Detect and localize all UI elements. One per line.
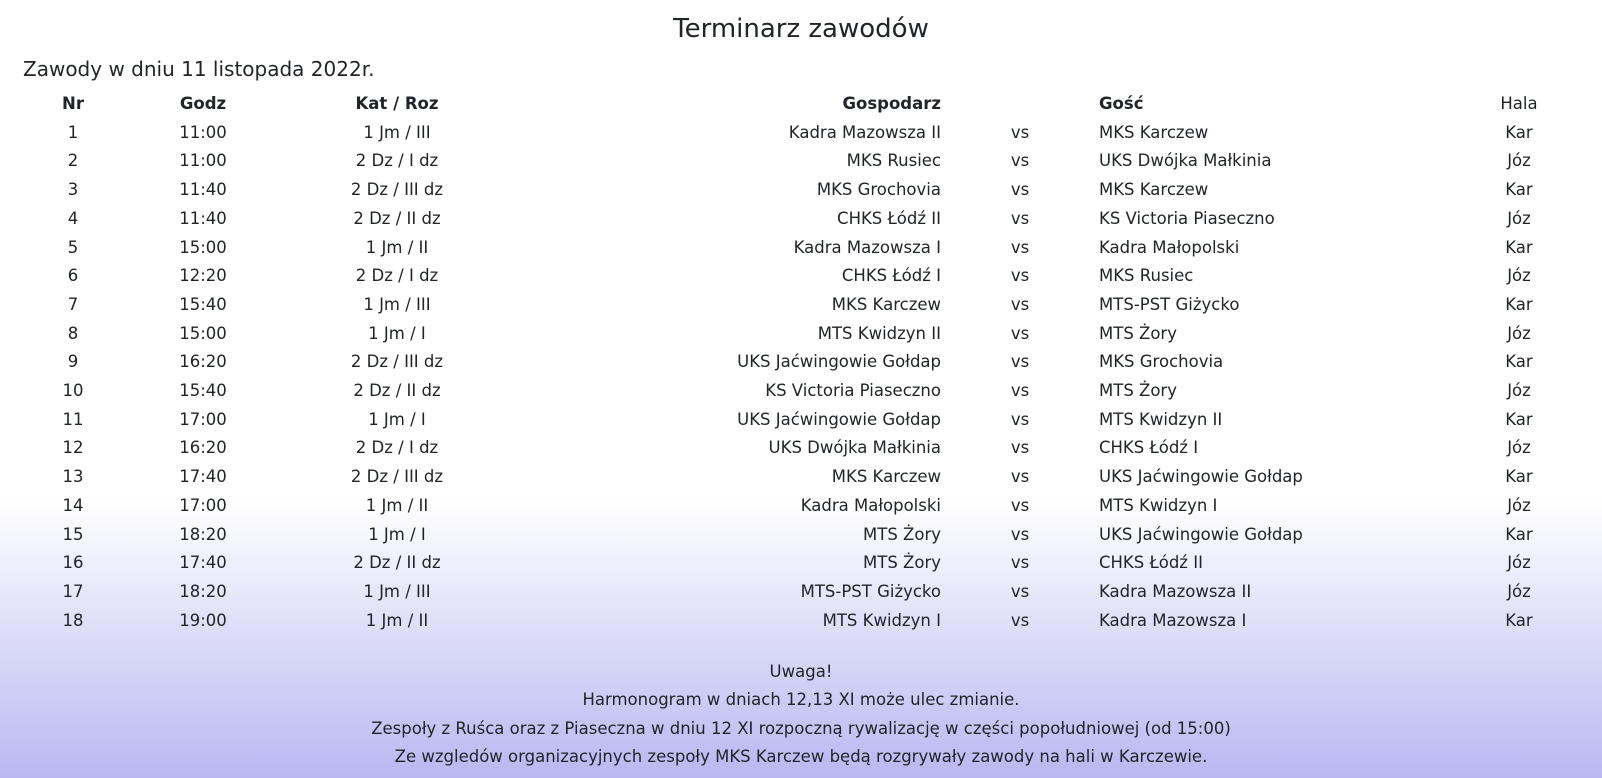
table-row <box>23 147 1579 176</box>
table-row <box>23 463 1579 492</box>
cell-time: 16:20 <box>179 438 227 458</box>
note-line: Ze wzgledów organizacyjnych zespoły MKS Karczew będą rozgrywały zawody na hali w Karczewie. <box>394 746 1208 766</box>
table-row <box>23 607 1579 636</box>
cell-time: 17:00 <box>179 409 227 429</box>
cell-hall: Józ <box>1507 381 1531 401</box>
cell-category: 2 Dz / I dz <box>355 438 439 458</box>
header-kat: Kat / Roz <box>355 94 439 113</box>
cell-category: 1 Jm / III <box>363 122 431 142</box>
table-header-row <box>23 90 1579 119</box>
cell-host-team: MKS Karczew <box>831 467 941 487</box>
cell-category: 1 Jm / I <box>368 409 426 429</box>
cell-time: 11:00 <box>179 122 227 142</box>
cell-vs: vs <box>1010 524 1030 544</box>
cell-guest-team: CHKS Łódź I <box>1099 438 1199 458</box>
competition-date-heading: Zawody w dniu 11 listopada 2022r. <box>23 57 375 81</box>
cell-vs: vs <box>1010 266 1030 286</box>
note-line: Harmonogram w dniach 12,13 XI może ulec zmianie. <box>582 690 1020 710</box>
cell-hall: Józ <box>1507 581 1531 601</box>
cell-category: 2 Dz / I dz <box>355 151 439 171</box>
cell-guest-team: UKS Dwójka Małkinia <box>1099 151 1272 171</box>
cell-time: 15:40 <box>179 381 227 401</box>
cell-nr: 3 <box>67 180 79 200</box>
cell-guest-team: CHKS Łódź II <box>1099 553 1203 573</box>
cell-hall: Kar <box>1505 294 1533 314</box>
cell-time: 17:00 <box>179 495 227 515</box>
cell-host-team: MTS Żory <box>863 524 941 544</box>
cell-time: 12:20 <box>179 266 227 286</box>
cell-nr: 16 <box>62 553 84 573</box>
cell-nr: 9 <box>67 352 79 372</box>
cell-hall: Kar <box>1505 610 1533 630</box>
cell-hall: Józ <box>1507 266 1531 286</box>
cell-host-team: MTS Żory <box>863 553 941 573</box>
cell-time: 18:20 <box>179 581 227 601</box>
cell-vs: vs <box>1010 180 1030 200</box>
cell-guest-team: MKS Karczew <box>1099 122 1209 142</box>
cell-guest-team: UKS Jaćwingowie Gołdap <box>1099 524 1303 544</box>
cell-host-team: MKS Karczew <box>831 294 941 314</box>
cell-nr: 12 <box>62 438 84 458</box>
cell-vs: vs <box>1010 610 1030 630</box>
cell-category: 1 Jm / I <box>368 524 426 544</box>
cell-hall: Józ <box>1507 495 1531 515</box>
cell-category: 2 Dz / II dz <box>353 381 441 401</box>
cell-hall: Józ <box>1507 208 1531 228</box>
cell-nr: 10 <box>62 381 84 401</box>
notes-heading: Uwaga! <box>769 662 833 681</box>
cell-guest-team: MTS-PST Giżycko <box>1099 294 1240 314</box>
cell-time: 17:40 <box>179 467 227 487</box>
cell-guest-team: MTS Kwidzyn I <box>1099 495 1218 515</box>
table-row <box>23 578 1579 607</box>
cell-host-team: MTS-PST Giżycko <box>800 581 941 601</box>
cell-vs: vs <box>1010 237 1030 257</box>
cell-time: 19:00 <box>179 610 227 630</box>
cell-nr: 7 <box>67 294 79 314</box>
table-row <box>23 176 1579 205</box>
cell-hall: Kar <box>1505 122 1533 142</box>
cell-hall: Józ <box>1507 323 1531 343</box>
table-row <box>23 348 1579 377</box>
cell-hall: Józ <box>1507 151 1531 171</box>
cell-guest-team: MTS Żory <box>1099 323 1177 343</box>
cell-nr: 6 <box>67 266 79 286</box>
cell-category: 2 Dz / III dz <box>350 180 444 200</box>
cell-nr: 13 <box>62 467 84 487</box>
cell-guest-team: MTS Kwidzyn II <box>1099 409 1223 429</box>
cell-hall: Józ <box>1507 438 1531 458</box>
cell-time: 18:20 <box>179 524 227 544</box>
cell-hall: Kar <box>1505 409 1533 429</box>
cell-time: 11:40 <box>179 208 227 228</box>
schedule-table <box>23 90 1579 635</box>
cell-vs: vs <box>1010 553 1030 573</box>
cell-guest-team: Kadra Mazowsza I <box>1099 610 1247 630</box>
cell-time: 15:00 <box>179 323 227 343</box>
cell-host-team: Kadra Mazowsza I <box>793 237 941 257</box>
table-row <box>23 521 1579 550</box>
header-gospodarz: Gospodarz <box>842 94 941 113</box>
cell-vs: vs <box>1010 381 1030 401</box>
table-row <box>23 549 1579 578</box>
table-row <box>23 492 1579 521</box>
cell-vs: vs <box>1010 352 1030 372</box>
cell-hall: Kar <box>1505 467 1533 487</box>
cell-vs: vs <box>1010 581 1030 601</box>
header-gosc: Gość <box>1099 94 1144 113</box>
cell-category: 1 Jm / III <box>363 294 431 314</box>
cell-time: 15:00 <box>179 237 227 257</box>
cell-host-team: UKS Jaćwingowie Gołdap <box>737 352 941 372</box>
notes-section <box>0 658 1602 771</box>
cell-category: 2 Dz / III dz <box>350 352 444 372</box>
schedule-table-body <box>23 119 1579 636</box>
cell-vs: vs <box>1010 122 1030 142</box>
cell-category: 1 Jm / II <box>365 237 429 257</box>
cell-guest-team: Kadra Mazowsza II <box>1099 581 1252 601</box>
table-row <box>23 377 1579 406</box>
cell-guest-team: UKS Jaćwingowie Gołdap <box>1099 467 1303 487</box>
cell-guest-team: MKS Grochovia <box>1099 352 1224 372</box>
cell-nr: 1 <box>67 122 79 142</box>
cell-hall: Kar <box>1505 524 1533 544</box>
cell-vs: vs <box>1010 323 1030 343</box>
header-nr: Nr <box>62 94 84 113</box>
page-title: Terminarz zawodów <box>673 14 929 44</box>
cell-nr: 14 <box>62 495 84 515</box>
header-vs <box>941 90 1099 119</box>
table-row <box>23 119 1579 148</box>
cell-guest-team: Kadra Małopolski <box>1099 237 1240 257</box>
cell-nr: 4 <box>67 208 79 228</box>
cell-host-team: Kadra Mazowsza II <box>788 122 941 142</box>
cell-host-team: MTS Kwidzyn II <box>817 323 941 343</box>
cell-guest-team: MKS Karczew <box>1099 180 1209 200</box>
cell-hall: Kar <box>1505 237 1533 257</box>
cell-vs: vs <box>1010 438 1030 458</box>
table-row <box>23 234 1579 263</box>
cell-host-team: Kadra Małopolski <box>800 495 941 515</box>
header-hala: Hala <box>1500 94 1538 113</box>
cell-guest-team: MTS Żory <box>1099 381 1177 401</box>
cell-host-team: CHKS Łódź I <box>841 266 941 286</box>
cell-host-team: MKS Grochovia <box>816 180 941 200</box>
cell-hall: Józ <box>1507 553 1531 573</box>
cell-category: 2 Dz / II dz <box>353 208 441 228</box>
cell-host-team: UKS Jaćwingowie Gołdap <box>737 409 941 429</box>
cell-category: 2 Dz / I dz <box>355 266 439 286</box>
cell-category: 1 Jm / II <box>365 495 429 515</box>
cell-time: 11:40 <box>179 180 227 200</box>
cell-vs: vs <box>1010 294 1030 314</box>
cell-host-team: CHKS Łódź II <box>837 208 941 228</box>
cell-host-team: KS Victoria Piaseczno <box>765 381 941 401</box>
cell-vs: vs <box>1010 409 1030 429</box>
cell-nr: 8 <box>67 323 79 343</box>
cell-nr: 18 <box>62 610 84 630</box>
cell-category: 2 Dz / II dz <box>353 553 441 573</box>
table-row <box>23 291 1579 320</box>
cell-nr: 5 <box>67 237 79 257</box>
cell-host-team: UKS Dwójka Małkinia <box>768 438 941 458</box>
cell-vs: vs <box>1010 467 1030 487</box>
table-row <box>23 320 1579 349</box>
cell-category: 1 Jm / III <box>363 581 431 601</box>
header-godz: Godz <box>179 94 227 113</box>
cell-host-team: MKS Rusiec <box>846 151 941 171</box>
table-row <box>23 262 1579 291</box>
table-row <box>23 434 1579 463</box>
cell-guest-team: MKS Rusiec <box>1099 266 1194 286</box>
cell-nr: 2 <box>67 151 79 171</box>
note-line: Zespoły z Ruśca oraz z Piaseczna w dniu 12 XI rozpoczną rywalizację w części popołudniowej (od 15:00) <box>371 718 1231 738</box>
cell-hall: Kar <box>1505 352 1533 372</box>
table-row <box>23 406 1579 435</box>
cell-category: 1 Jm / I <box>368 323 426 343</box>
cell-category: 2 Dz / III dz <box>350 467 444 487</box>
table-row <box>23 205 1579 234</box>
cell-vs: vs <box>1010 495 1030 515</box>
cell-guest-team: KS Victoria Piaseczno <box>1099 208 1275 228</box>
cell-nr: 11 <box>62 409 84 429</box>
cell-category: 1 Jm / II <box>365 610 429 630</box>
cell-time: 16:20 <box>179 352 227 372</box>
cell-time: 17:40 <box>179 553 227 573</box>
cell-time: 15:40 <box>179 294 227 314</box>
cell-time: 11:00 <box>179 151 227 171</box>
cell-hall: Kar <box>1505 180 1533 200</box>
cell-host-team: MTS Kwidzyn I <box>822 610 941 630</box>
cell-nr: 15 <box>62 524 84 544</box>
cell-nr: 17 <box>62 581 84 601</box>
cell-vs: vs <box>1010 208 1030 228</box>
cell-vs: vs <box>1010 151 1030 171</box>
